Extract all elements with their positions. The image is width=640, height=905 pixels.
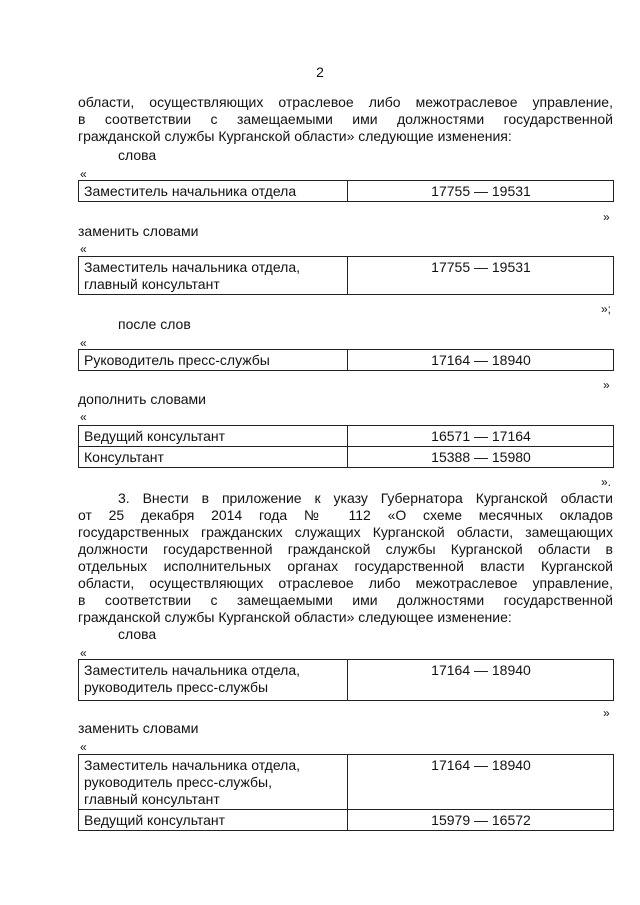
salary-cell: 16571 — 17164 (348, 426, 614, 447)
positions-table-2 (78, 256, 614, 295)
position-cell (79, 755, 348, 810)
item-3-paragraph (78, 490, 613, 626)
table-row (79, 350, 614, 371)
table-row (79, 447, 614, 468)
text-line: гражданской службы Курганской области» следующее изменение: (78, 609, 512, 625)
position-cell (79, 257, 348, 295)
table-row (79, 181, 614, 202)
label-posle-slov: после слов (118, 316, 191, 332)
positions-table-5 (78, 659, 614, 701)
position-line: Заместитель начальника отдела, (84, 259, 300, 275)
position-line: руководитель пресс-службы (84, 679, 269, 695)
label-slova: слова (118, 626, 157, 642)
text-line: в соответствии с замещаемыми ими должностями государственной (78, 592, 613, 608)
position-line: Заместитель начальника отдела, (84, 662, 300, 678)
positions-table-3 (78, 349, 614, 371)
intro-paragraph (78, 94, 613, 145)
table-row (79, 426, 614, 447)
position-line: главный консультант (84, 791, 220, 807)
position-line: главный консультант (84, 276, 220, 292)
label-zamenit: заменить словами (78, 223, 199, 239)
text-line: государственных гражданских служащих Курганской области, замещающих (78, 524, 613, 540)
salary-cell: 17164 — 18940 (348, 660, 614, 701)
text-line: от 25 декабря 2014 года № 112 «О схеме месячных окладов (78, 507, 613, 523)
table-row (79, 660, 614, 701)
table-row (79, 810, 614, 831)
open-quote: « (80, 336, 87, 350)
open-quote: « (80, 242, 87, 256)
close-quote: » (603, 706, 610, 720)
label-zamenit: заменить словами (78, 720, 199, 736)
table-row (79, 755, 614, 810)
close-quote-semicolon: »; (601, 302, 612, 316)
salary-cell: 15979 — 16572 (348, 810, 614, 831)
position-cell: Заместитель начальника отдела (79, 181, 348, 202)
close-quote: » (603, 378, 610, 392)
label-dopolnit: дополнить словами (78, 391, 206, 407)
close-quote-dot: ». (601, 475, 612, 489)
positions-table-4 (78, 425, 614, 468)
salary-cell: 17164 — 18940 (348, 755, 614, 810)
open-quote: « (80, 740, 87, 754)
position-cell: Ведущий консультант (79, 426, 348, 447)
open-quote: « (80, 167, 87, 181)
open-quote: « (80, 410, 87, 424)
text-line: отдельных исполнительных органах государственной власти Курганской (78, 558, 613, 574)
table-row (79, 257, 614, 295)
text-line: области, осуществляющих отраслевое либо межотраслевое управление, (78, 575, 613, 591)
text-line: области, осуществляющих отраслевое либо межотраслевое управление, (78, 94, 613, 110)
page-number: 2 (316, 64, 324, 80)
position-line: Заместитель начальника отдела, (84, 757, 300, 773)
position-line: руководитель пресс-службы, (84, 774, 273, 790)
salary-cell: 17755 — 19531 (348, 257, 614, 295)
text-line: 3. Внести в приложение к указу Губернатора Курганской области (118, 490, 613, 506)
salary-cell: 17755 — 19531 (348, 181, 614, 202)
positions-table-6 (78, 754, 614, 831)
position-cell: Руководитель пресс-службы (79, 350, 348, 371)
position-cell (79, 660, 348, 701)
salary-cell: 15388 — 15980 (348, 447, 614, 468)
position-cell: Консультант (79, 447, 348, 468)
open-quote: « (80, 646, 87, 660)
text-line: в соответствии с замещаемыми ими должностями государственной (78, 111, 613, 127)
text-line: должности государственной гражданской службы Курганской области в (78, 541, 613, 557)
label-slova: слова (118, 147, 157, 163)
salary-cell: 17164 — 18940 (348, 350, 614, 371)
text-line: гражданской службы Курганской области» следующие изменения: (78, 128, 512, 144)
positions-table-1 (78, 180, 614, 202)
close-quote: » (603, 210, 610, 224)
position-cell: Ведущий консультант (79, 810, 348, 831)
